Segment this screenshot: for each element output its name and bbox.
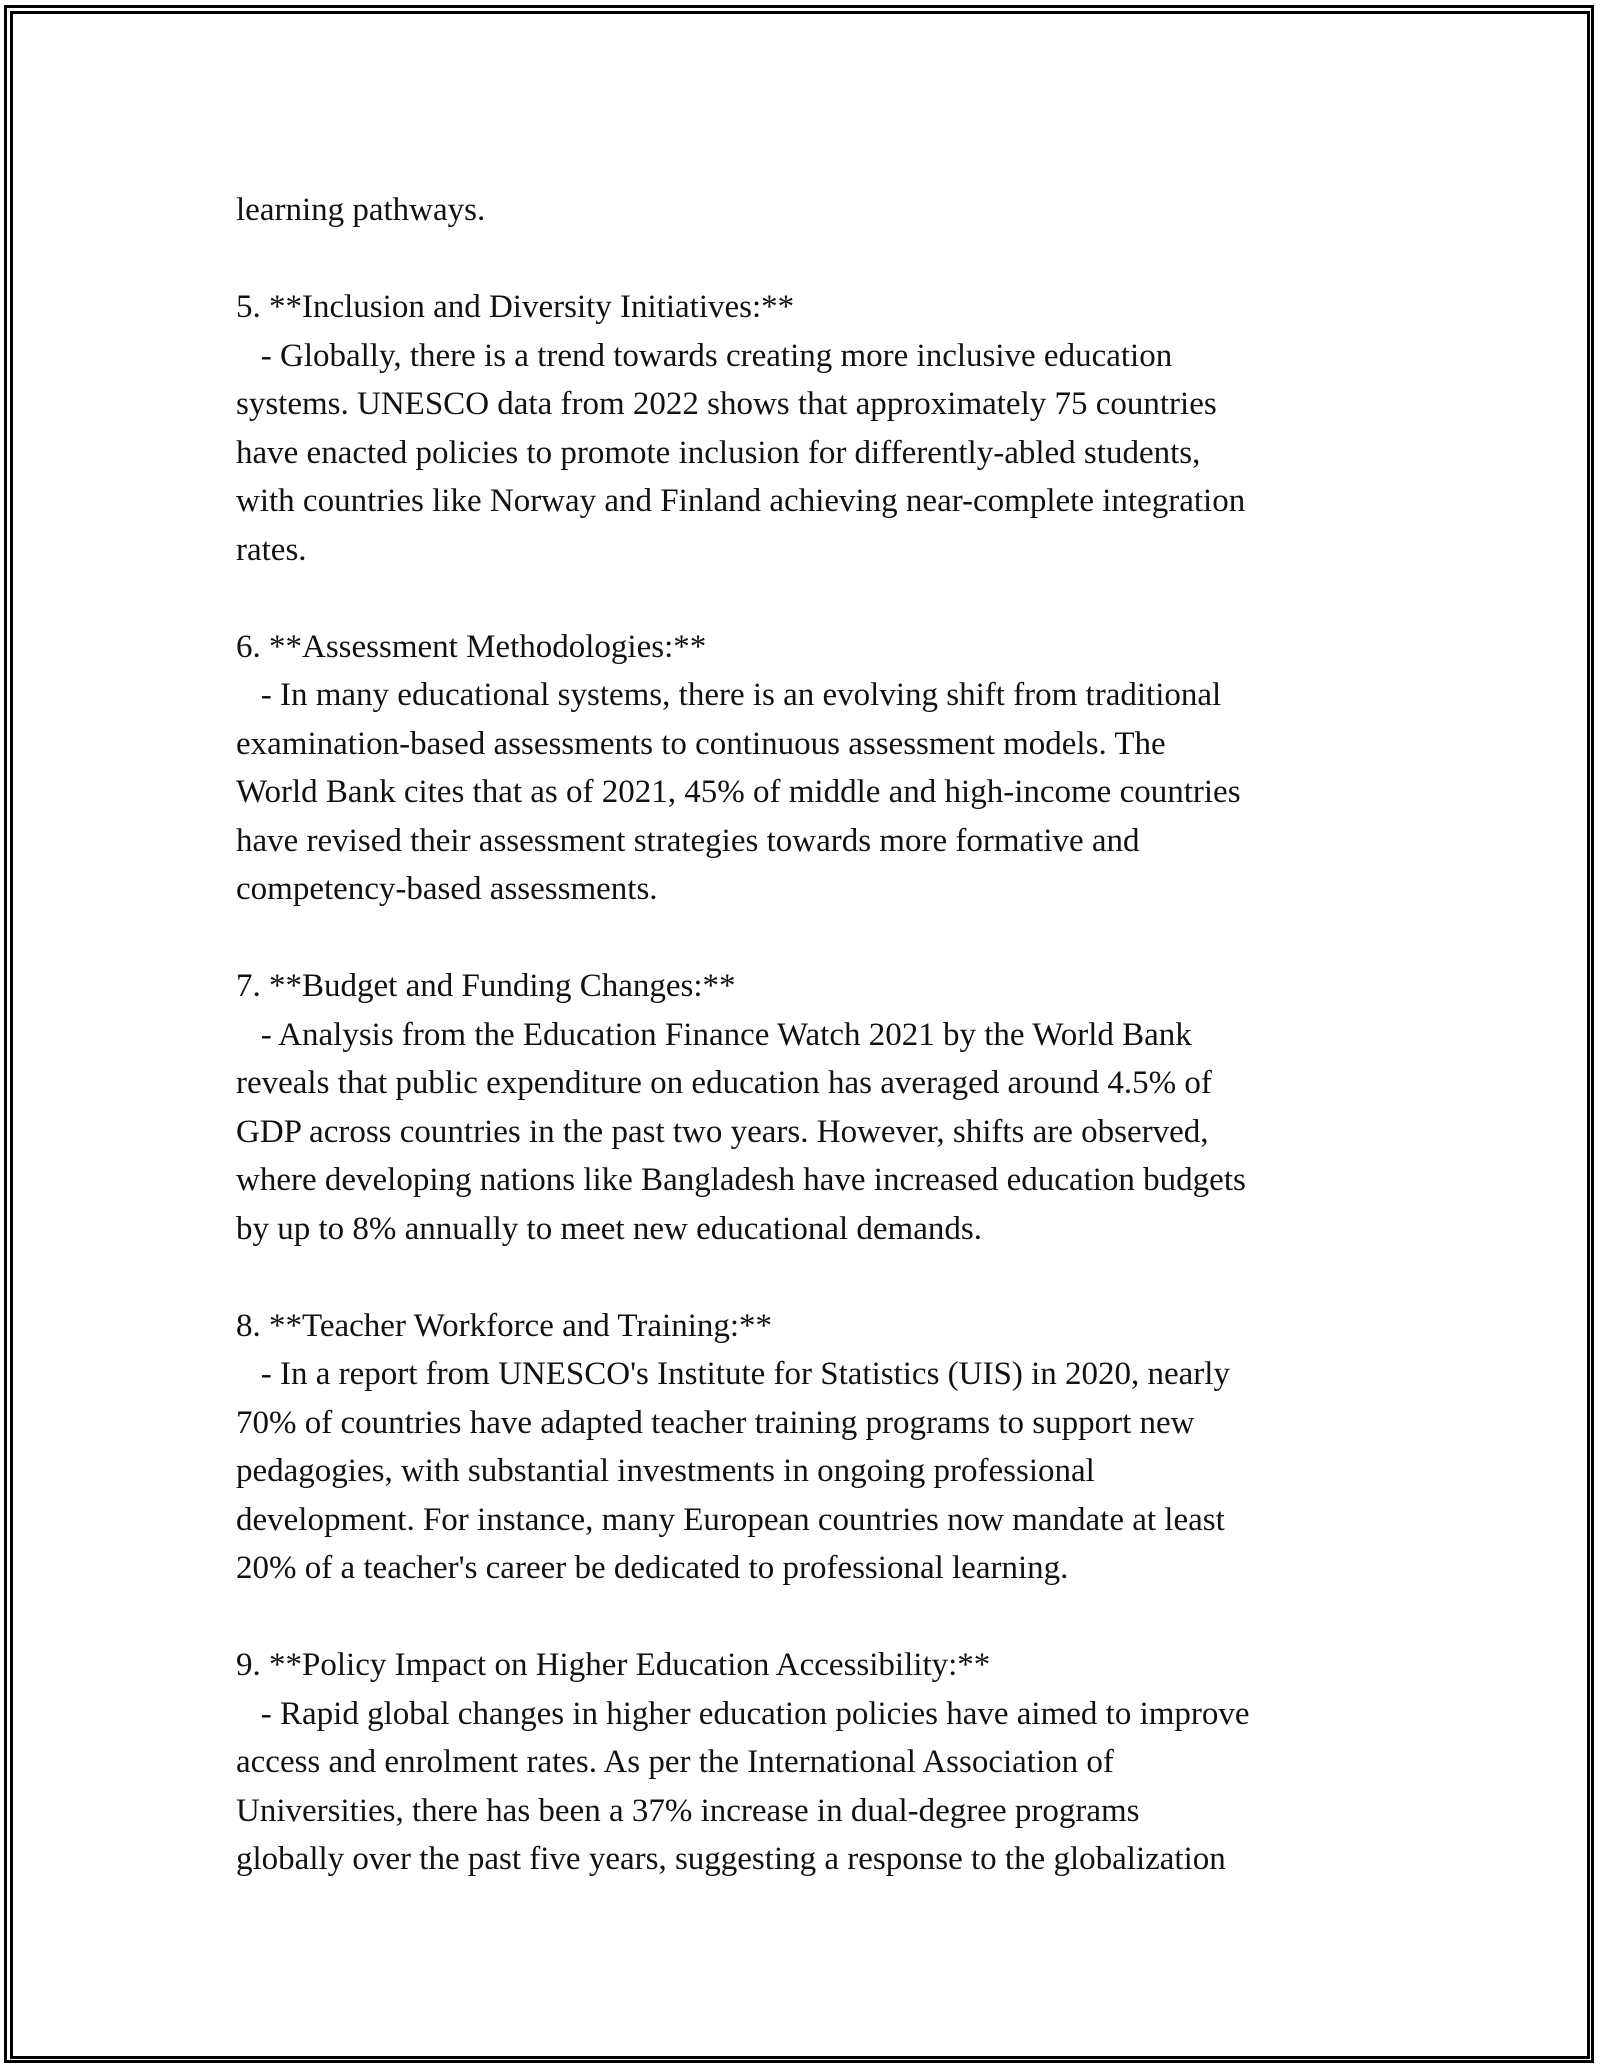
document-body-text: learning pathways. 5. **Inclusion and Diversity Initiatives:** - Globally, there is a trend towards creating more inclusive education systems. UNESCO data from 2022 shows that approximately 75 countries have enacted policies to promote inclusion for differently-abled students, with countries like Norway and Finland achieving near-complete integration rates. 6. **Assessment Methodologies:** - In many educational systems, there is an evolving shift from traditional examination-based assessments to continuous assessment models. The World Bank cites that as of 2021, 45% of middle and high-income countries have revised their assessment strategies towards more formative and competency-based assessments. 7. **Budget and Funding Changes:** - Analysis from the Education Finance Watch 2021 by the World Bank reveals that public expenditure on education has averaged around 4.5% of GDP across countries in the past two years. However, shifts are observed, where developing nations like Bangladesh have increased education budgets by up to 8% annually to meet new educational demands. 8. **Teacher Workforce and Training:** - In a report from UNESCO's Institute for Statistics (UIS) in 2020, nearly 70% of countries have adapted teacher training programs to support new pedagogies, with substantial investments in ongoing professional development. For instance, many European countries now mandate at least 20% of a teacher's career be dedicated to professional learning. 9. **Policy Impact on Higher Education Accessibility:** - Rapid global changes in higher education policies have aimed to improve access and enrolment rates. As per the International Association of Universities, there has been a 37% increase in dual-degree programs globally over the past five years, suggesting a response to the globalization [236, 192, 1250, 1877]
